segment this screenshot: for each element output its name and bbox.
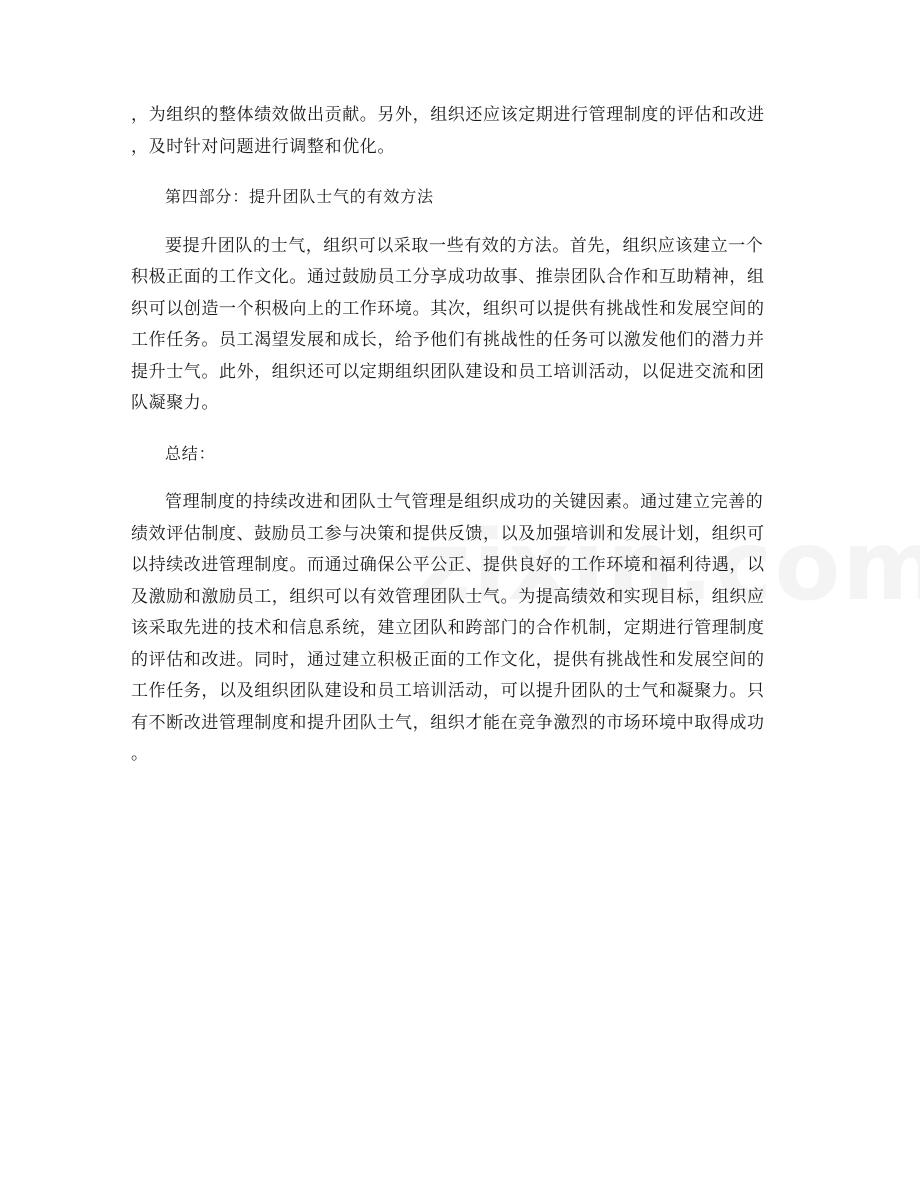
paragraph-line: 。 bbox=[131, 744, 149, 764]
paragraph-line: 工作任务。员工渴望发展和成长，给予他们有挑战性的任务可以激发他们的潜力并 bbox=[131, 330, 765, 350]
section-heading: 第四部分：提升团队士气的有效方法 bbox=[165, 187, 434, 206]
paragraph-line: 以持续改进管理制度。而通过确保公平公正、提供良好的工作环境和福利待遇，以 bbox=[131, 555, 765, 575]
document-body bbox=[131, 100, 787, 771]
paragraph-line: 的评估和改进。同时，通过建立积极正面的工作文化，提供有挑战性和发展空间的 bbox=[131, 649, 765, 670]
paragraph-line: 绩效评估制度、鼓励员工参与决策和提供反馈，以及加强培训和发展计划，组织可 bbox=[131, 523, 765, 544]
section4-paragraph bbox=[131, 231, 787, 420]
paragraph-line: 管理制度的持续改进和团队士气管理是组织成功的关键因素。通过建立完善的 bbox=[165, 492, 764, 512]
paragraph-line: 要提升团队的士气，组织可以采取一些有效的方法。首先，组织应该建立一个 bbox=[165, 235, 764, 256]
summary-paragraph bbox=[131, 487, 787, 771]
paragraph-line: 该采取先进的技术和信息系统，建立团队和跨部门的合作机制，定期进行管理制度 bbox=[131, 618, 765, 638]
paragraph-line: 及激励和激励员工，组织可以有效管理团队士气。为提高绩效和实现目标，组织应 bbox=[131, 586, 765, 607]
paragraph-line: 有不断改进管理制度和提升团队士气，组织才能在竞争激烈的市场环境中取得成功 bbox=[131, 712, 765, 733]
intro-paragraph bbox=[131, 100, 787, 163]
paragraph-line: 队凝聚力。 bbox=[131, 393, 219, 413]
summary-heading: 总结： bbox=[165, 443, 216, 463]
paragraph-line: ，及时针对问题进行调整和优化。 bbox=[131, 136, 395, 157]
paragraph-line: 织可以创造一个积极向上的工作环境。其次，组织可以提供有挑战性和发展空间的 bbox=[131, 298, 765, 319]
paragraph-line: 积极正面的工作文化。通过鼓励员工分享成功故事、推崇团队合作和互助精神，组 bbox=[131, 267, 765, 287]
paragraph-line: 提升士气。此外，组织还可以定期组织团队建设和员工培训活动，以促进交流和团 bbox=[131, 361, 765, 382]
paragraph-line: 工作任务，以及组织团队建设和员工培训活动，可以提升团队的士气和凝聚力。只 bbox=[131, 681, 765, 701]
paragraph-line: ，为组织的整体绩效做出贡献。另外，组织还应该定期进行管理制度的评估和改进 bbox=[131, 105, 765, 125]
